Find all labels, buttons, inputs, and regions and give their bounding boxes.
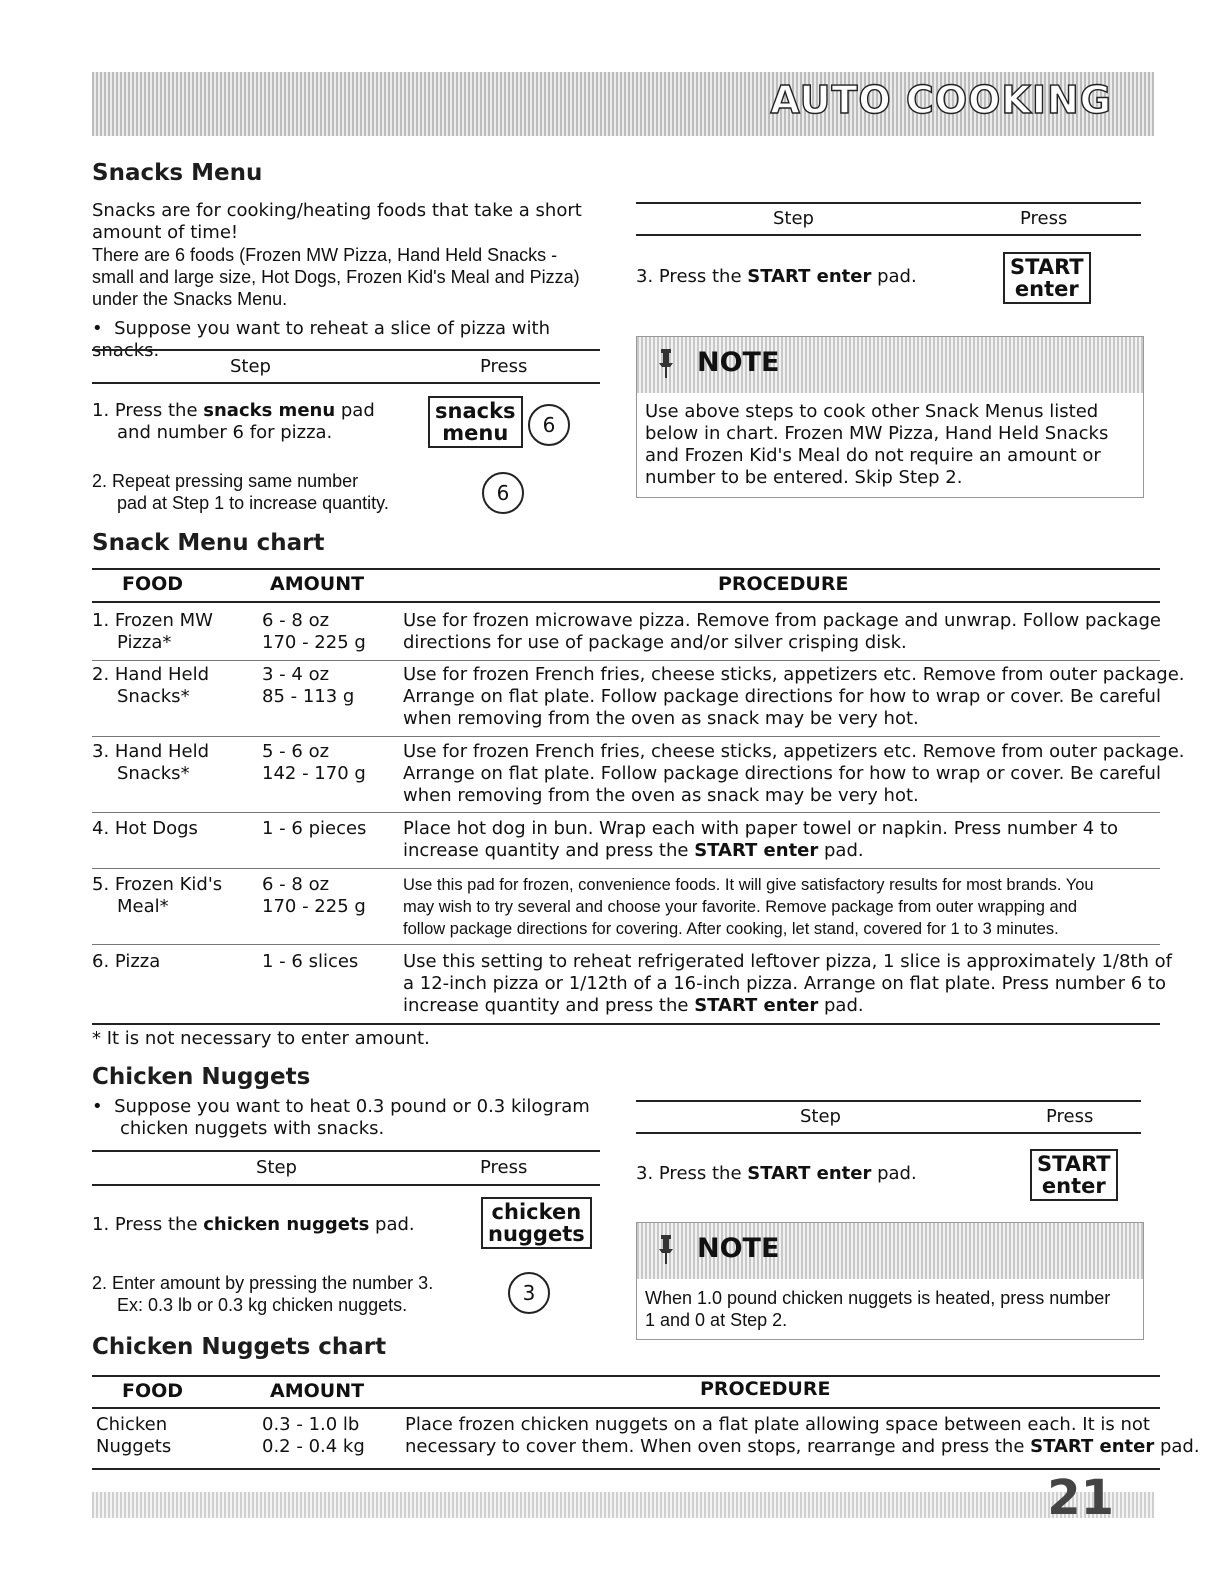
step-bold: START enter [747, 266, 872, 287]
note-title: NOTE [697, 347, 780, 378]
amount-value: 85 - 113 g [262, 686, 355, 707]
amount-value: 0.2 - 0.4 kg [262, 1436, 365, 1457]
footnote: * It is not necessary to enter amount. [92, 1028, 430, 1049]
divider [92, 1407, 1160, 1409]
step-text: 1. Press the [92, 400, 204, 421]
procedure-line: Use for frozen French fries, cheese sticks, appetizers etc. Remove from outer package. [403, 741, 1185, 762]
press-header: Press [480, 1157, 528, 1178]
pad-label: enter [1014, 277, 1079, 301]
step-text: pad. [369, 1214, 415, 1235]
table-row [92, 951, 160, 973]
nuggets-step-2 [92, 1272, 433, 1316]
amount-value: 0.3 - 1.0 lb [262, 1414, 360, 1435]
food-cell: 1. Frozen MW [92, 610, 213, 631]
snacks-intro-2: There are 6 foods (Frozen MW Pizza, Hand Held Snacks - small and large size, Hot Dogs, Frozen Kid's Meal and Pizza) under the Snacks Menu. [92, 245, 580, 309]
pad-label: START [1037, 1152, 1111, 1176]
nuggets-chart-heading: Chicken Nuggets chart [92, 1334, 387, 1360]
amount-value: 1 - 6 slices [262, 951, 359, 972]
procedure-cell [403, 741, 1185, 807]
divider [636, 1132, 1141, 1134]
pad-label: snacks [435, 399, 516, 423]
amount-value: 3 - 4 oz [262, 664, 330, 685]
snacks-menu-pad[interactable] [428, 396, 523, 448]
step-header: Step [800, 1106, 841, 1127]
press-header: Press [1020, 208, 1068, 229]
divider [92, 1184, 600, 1186]
bullet-text: chicken nuggets with snacks. [120, 1118, 385, 1139]
snacks-intro-1: Snacks are for cooking/heating foods that take a short amount of time! [92, 200, 582, 243]
amount-cell [262, 1414, 365, 1458]
procedure-cell [403, 818, 1118, 862]
col-amount: AMOUNT [270, 573, 365, 595]
divider [92, 1023, 1160, 1025]
snacks-menu-heading: Snacks Menu [92, 160, 263, 186]
snack-chart-heading: Snack Menu chart [92, 530, 325, 556]
procedure-line: when removing from the oven as snack may be very hot. [403, 708, 919, 729]
procedure-line: increase quantity and press the START enter pad. [403, 995, 864, 1016]
procedure-line: when removing from the oven as snack may be very hot. [403, 785, 919, 806]
pad-label: chicken [491, 1200, 582, 1224]
row-divider [92, 736, 1160, 737]
snacks-step-1 [92, 400, 375, 444]
food-cell: Chicken [96, 1414, 168, 1435]
pad-label: nuggets [488, 1222, 585, 1246]
divider [92, 1150, 600, 1152]
table-row [92, 818, 198, 840]
step-text: 2. Enter amount by pressing the number 3. [92, 1273, 434, 1293]
pad-label: enter [1041, 1174, 1106, 1198]
divider [636, 202, 1141, 204]
note-title: NOTE [697, 1233, 780, 1264]
row-divider [92, 944, 1160, 945]
amount-value: 5 - 6 oz [262, 741, 330, 762]
procedure-cell [403, 874, 1094, 940]
step-header: Step [256, 1157, 297, 1178]
row-divider [92, 660, 1160, 661]
procedure-line: Arrange on flat plate. Follow package directions for how to wrap or cover. Be careful [403, 763, 1161, 784]
food-cell: 6. Pizza [92, 951, 161, 972]
procedure-line: increase quantity and press the START enter pad. [403, 840, 864, 861]
note-line: 1 and 0 at Step 2. [645, 1310, 788, 1330]
procedure-line: Place frozen chicken nuggets on a flat plate allowing space between each. It is not [405, 1414, 1150, 1435]
bullet-dot: • [92, 318, 115, 339]
number-6-pad[interactable]: 6 [528, 404, 570, 446]
amount-value: 1 - 6 pieces [262, 818, 367, 839]
chicken-nuggets-heading: Chicken Nuggets [92, 1064, 311, 1090]
header-banner [92, 72, 1154, 136]
table-row [92, 664, 209, 708]
pushpin-icon [657, 347, 675, 379]
procedure-cell [403, 664, 1185, 730]
procedure-line: a 12-inch pizza or 1/12th of a 16-inch pizza. Arrange on flat plate. Press number 6 to [403, 973, 1166, 994]
divider [92, 349, 600, 351]
divider [636, 1100, 1141, 1102]
procedure-line: Use for frozen French fries, cheese sticks, appetizers etc. Remove from outer package. [403, 664, 1185, 685]
pad-label: START [1010, 255, 1084, 279]
step-text: pad [335, 400, 375, 421]
divider [92, 382, 600, 384]
snacks-bullet [92, 318, 612, 362]
step-header: Step [230, 356, 271, 377]
note-header [637, 337, 1143, 393]
note-header [637, 1223, 1143, 1279]
press-header: Press [480, 356, 528, 377]
chicken-nuggets-pad[interactable] [481, 1197, 592, 1249]
food-cell: 5. Frozen Kid's [92, 874, 223, 895]
footer-bar [92, 1470, 1154, 1526]
row-divider [92, 812, 1160, 813]
pad-label: menu [442, 421, 509, 445]
table-row [96, 1414, 171, 1458]
step-text: 2. Repeat pressing same number [92, 471, 359, 491]
amount-value: 6 - 8 oz [262, 610, 330, 631]
bullet-dot: • [92, 1096, 115, 1117]
step-text: Ex: 0.3 lb or 0.3 kg chicken nuggets. [117, 1295, 408, 1315]
procedure-line: pad. [1154, 1436, 1200, 1457]
procedure-line: Place hot dog in bun. Wrap each with paper towel or napkin. Press number 4 to [403, 818, 1119, 839]
divider [636, 234, 1141, 236]
step-text: pad. [871, 1163, 917, 1184]
nuggets-step-3 [636, 1163, 917, 1185]
amount-value: 170 - 225 g [262, 896, 366, 917]
number-3-pad[interactable]: 3 [508, 1272, 550, 1314]
table-row [92, 610, 213, 654]
note-text: Use above steps to cook other Snack Menus listed below in chart. Frozen MW Pizza, Hand Held Snacks and Frozen Kid's Meal do not require an amount or number to be entered. Skip Step 2. [645, 401, 1109, 488]
amount-value: 6 - 8 oz [262, 874, 330, 895]
amount-cell [262, 874, 366, 918]
note-line: When 1.0 pound chicken nuggets is heated, press number [645, 1288, 1111, 1308]
food-cell: Meal* [117, 896, 169, 917]
number-6-pad[interactable]: 6 [482, 472, 524, 514]
step-text: 3. Press the [636, 266, 748, 287]
col-procedure: PROCEDURE [718, 573, 849, 595]
snacks-step-2 [92, 470, 389, 514]
col-food: FOOD [122, 573, 184, 595]
amount-cell [262, 664, 354, 708]
note-box [636, 336, 1144, 498]
amount-cell [262, 818, 366, 840]
step-text: pad at Step 1 to increase quantity. [117, 493, 389, 513]
page-number: 21 [1047, 1470, 1114, 1526]
divider [92, 1375, 1160, 1377]
table-row [92, 741, 209, 785]
col-procedure: PROCEDURE [700, 1378, 831, 1400]
procedure-line: Arrange on flat plate. Follow package directions for how to wrap or cover. Be careful [403, 686, 1161, 707]
table-row [92, 874, 222, 918]
snacks-bullet-text: Suppose you want to reheat a slice of pizza with snacks. [92, 318, 550, 361]
food-cell: Snacks* [117, 763, 190, 784]
snacks-step-3 [636, 266, 917, 288]
food-cell: Snacks* [117, 686, 190, 707]
food-cell: Nuggets [96, 1436, 172, 1457]
amount-value: 142 - 170 g [262, 763, 366, 784]
bullet-text: Suppose you want to heat 0.3 pound or 0.3 kilogram [114, 1096, 590, 1117]
procedure-line: Use this pad for frozen, convenience foods. It will give satisfactory results for most brands. You [403, 876, 1094, 894]
step-text: and number 6 for pizza. [117, 422, 333, 443]
amount-cell [262, 951, 358, 973]
amount-cell [262, 610, 366, 654]
step-header: Step [773, 208, 814, 229]
nuggets-bullet [92, 1096, 590, 1140]
amount-value: 170 - 225 g [262, 632, 366, 653]
step-bold: START enter [747, 1163, 872, 1184]
note-box [636, 1222, 1144, 1340]
press-header: Press [1046, 1106, 1094, 1127]
start-enter-pad[interactable] [1003, 252, 1091, 304]
procedure-bold: START enter [1030, 1436, 1155, 1457]
step-text: 1. Press the [92, 1214, 204, 1235]
procedure-line: follow package directions for covering. After cooking, let stand, covered for 1 to 3 minutes. [403, 920, 1059, 938]
nuggets-step-1 [92, 1214, 415, 1236]
food-cell: Pizza* [117, 632, 172, 653]
start-enter-pad[interactable] [1030, 1149, 1118, 1201]
divider [92, 1468, 1160, 1470]
col-food: FOOD [122, 1380, 184, 1402]
food-cell: 3. Hand Held [92, 741, 210, 762]
pushpin-icon [657, 1233, 675, 1265]
col-amount: AMOUNT [270, 1380, 365, 1402]
divider [92, 601, 1160, 603]
procedure-line: may wish to try several and choose your favorite. Remove package from outer wrapping and [403, 898, 1078, 916]
row-divider [92, 868, 1160, 869]
procedure-cell [405, 1414, 1200, 1458]
procedure-cell [403, 951, 1172, 1017]
amount-cell [262, 741, 366, 785]
procedure-line: directions for use of package and/or silver crisping disk. [403, 632, 907, 653]
step-bold: snacks menu [203, 400, 336, 421]
step-text: pad. [871, 266, 917, 287]
food-cell: 2. Hand Held [92, 664, 210, 685]
procedure-line: necessary to cover them. When oven stops, rearrange and press the [405, 1436, 1031, 1457]
page-title: AUTO COOKING [770, 78, 1112, 122]
note-text [645, 1287, 1137, 1331]
food-cell: 4. Hot Dogs [92, 818, 198, 839]
step-text: 3. Press the [636, 1163, 748, 1184]
divider [92, 568, 1160, 570]
procedure-line: Use for frozen microwave pizza. Remove from package and unwrap. Follow package [403, 610, 1161, 631]
procedure-line: Use this setting to reheat refrigerated leftover pizza, 1 slice is approximately 1/8th of [403, 951, 1172, 972]
step-bold: chicken nuggets [203, 1214, 370, 1235]
procedure-cell [403, 610, 1161, 654]
